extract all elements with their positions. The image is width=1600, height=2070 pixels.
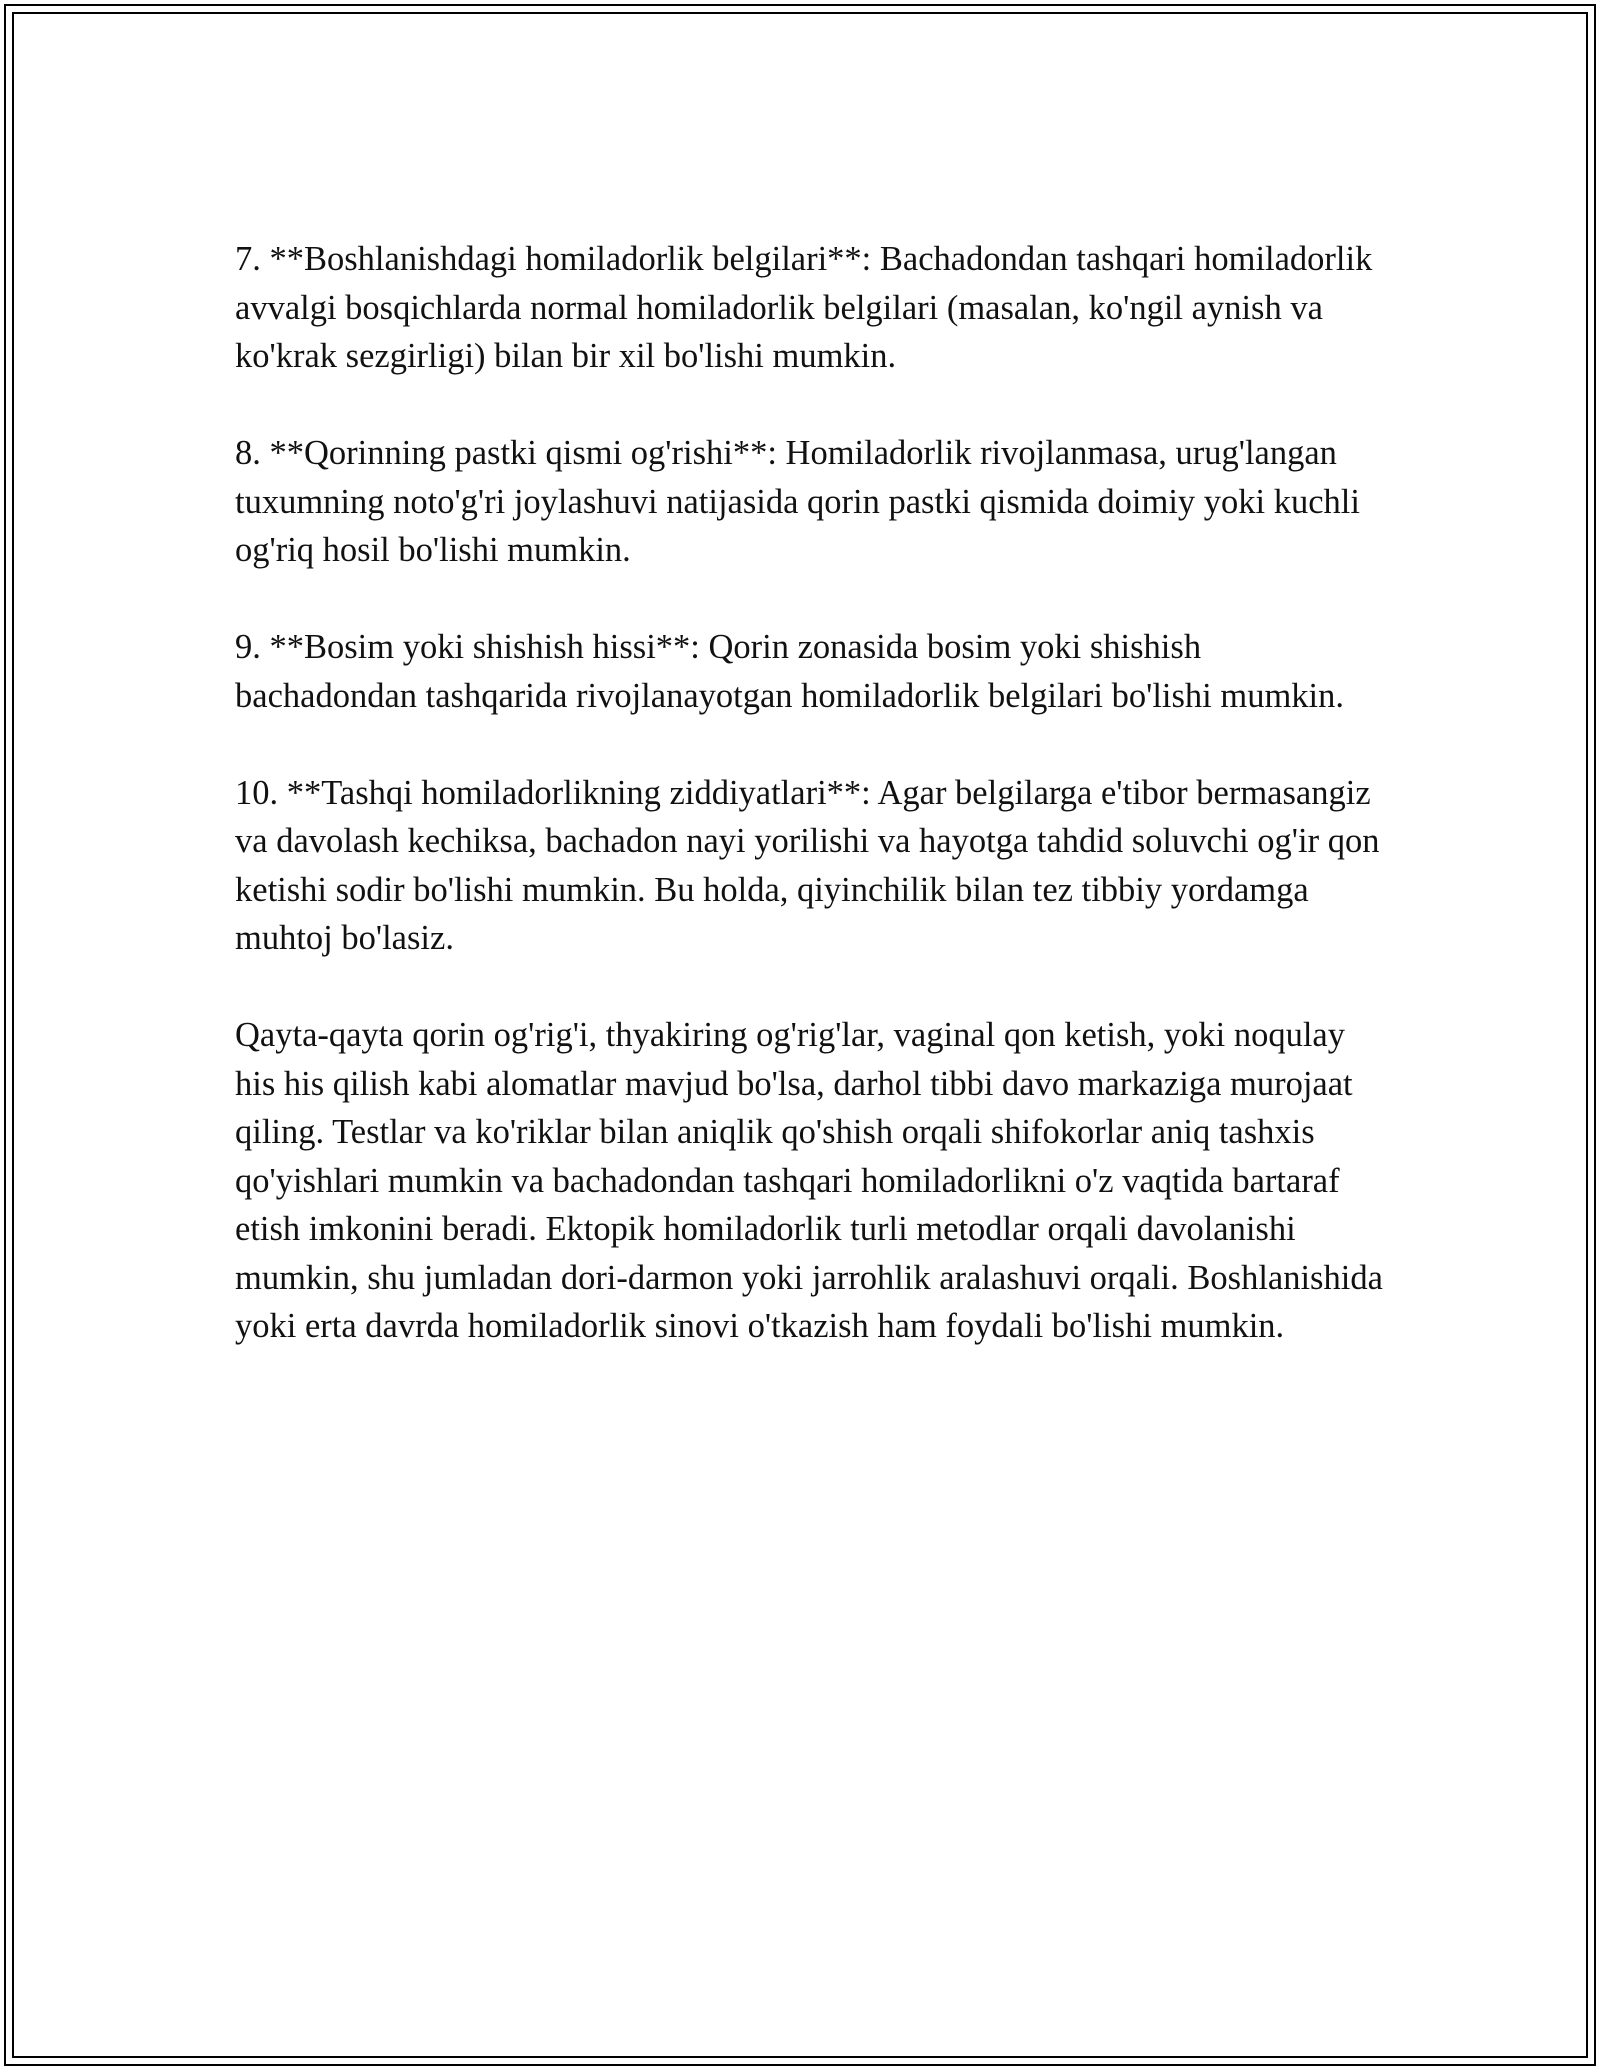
paragraph-item-9: 9. **Bosim yoki shishish hissi**: Qorin zonasida bosim yoki shishish bachadondan tashqarida rivojlanayotgan homiladorlik belgilari bo'lishi mumkin. [235,628,1345,715]
paragraph-item-8: 8. **Qorinning pastki qismi og'rishi**: Homiladorlik rivojlanmasa, urug'langan tuxumning noto'g'ri joylashuvi natijasida qorin pastki qismida doimiy yoki kuchli og'riq hosil bo'lishi mumkin. [235,434,1360,569]
paragraph-item-7: 7. **Boshlanishdagi homiladorlik belgilari**: Bachadondan tashqari homiladorlik avvalgi bosqichlarda normal homiladorlik belgilari (masalan, ko'ngil aynish va ko'krak sezgirligi) bilan bir xil bo'lishi mumkin. [235,240,1373,375]
paragraph-summary: Qayta-qayta qorin og'rig'i, thyakiring og'rig'lar, vaginal qon ketish, yoki noqulay his his qilish kabi alomatlar mavjud bo'lsa, darhol tibbi davo markaziga murojaat qiling. Testlar va ko'riklar bilan aniqlik qo'shish orqali shifokorlar aniq tashxis qo'yishlari mumkin va bachadondan tashqari homiladorlikni o'z vaqtida bartaraf etish imkonini beradi. Ektopik homiladorlik turli metodlar orqali davolanishi mumkin, shu jumladan dori-darmon yoki jarrohlik aralashuvi orqali. Boshlanishida yoki erta davrda homiladorlik sinovi o'tkazish ham foydali bo'lishi mumkin. [235,1016,1383,1345]
paragraph-item-10: 10. **Tashqi homiladorlikning ziddiyatlari**: Agar belgilarga e'tibor bermasangiz va davolash kechiksa, bachadon nayi yorilishi va hayotga tahdid soluvchi og'ir qon ketishi sodir bo'lishi mumkin. Bu holda, qiyinchilik bilan tez tibbiy yordamga muhtoj bo'lasiz. [235,773,1380,957]
document-body [235,235,1385,1351]
